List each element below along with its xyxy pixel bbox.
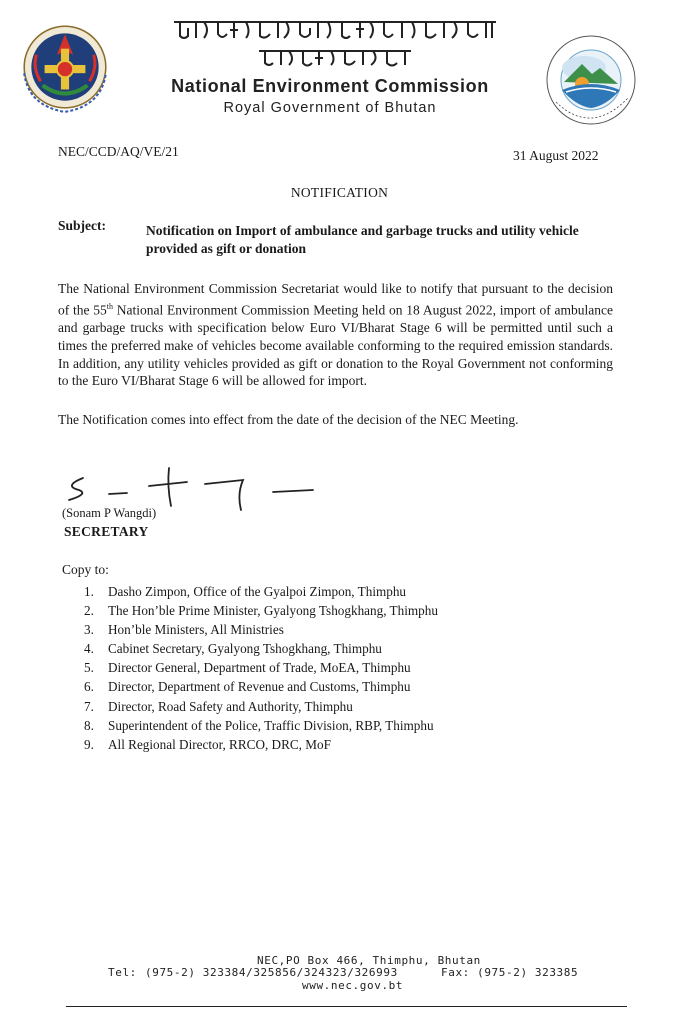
document-date: 31 August 2022	[513, 148, 599, 163]
dzongkha-title	[170, 16, 500, 44]
nec-logo-icon	[536, 28, 646, 132]
effect-paragraph: The Notification comes into effect from the date of the decision of the NEC Meeting.	[58, 412, 519, 427]
footer-website[interactable]: www.nec.gov.bt	[302, 979, 404, 992]
list-item: 1. Dasho Zimpon, Office of the Gyalpoi Zimpon, Thimphu	[84, 584, 407, 599]
dzongkha-subtitle	[255, 46, 415, 70]
organization-subtitle: Royal Government of Bhutan	[223, 100, 437, 116]
list-item: 2. The Hon’ble Prime Minister, Gyalyong Tshogkhang, Thimphu	[84, 603, 438, 619]
royal-emblem-icon	[14, 14, 116, 116]
list-item: 7. Director, Road Safety and Authority, Thimphu	[84, 698, 353, 714]
copy-to-label: Copy to:	[62, 562, 109, 577]
footer-tel-numbers: (975-2) 323384/325856/324323/326993	[145, 966, 398, 979]
footer-tel-label: Tel:	[108, 966, 137, 979]
list-item: 6. Director, Department of Revenue and Customs, Thimphu	[84, 679, 411, 695]
list-item: 4. Cabinet Secretary, Gyalyong Tshogkhang, Thimphu	[84, 641, 382, 657]
list-item: 8. Superintendent of the Police, Traffic Division, RBP, Thimphu	[84, 717, 434, 733]
organization-name: National Environment Commission	[171, 76, 489, 96]
subject-label: Subject:	[58, 218, 106, 233]
subject-text: Notification on Import of ambulance and garbage trucks and utility vehicle provided as gift or donation	[146, 223, 579, 256]
footer-divider	[66, 1006, 627, 1007]
copy-list	[84, 582, 438, 754]
signer-title: SECRETARY	[64, 524, 149, 539]
footer-fax: Fax: (975-2) 323385	[441, 966, 579, 979]
reference-number: NEC/CCD/AQ/VE/21	[58, 144, 179, 159]
signer-name: (Sonam P Wangdi)	[62, 506, 157, 520]
list-item: 3. Hon’ble Ministers, All Ministries	[84, 622, 284, 638]
list-item: 5. Director General, Department of Trade, MoEA, Thimphu	[84, 660, 411, 676]
ordinal-suffix: th	[106, 301, 113, 311]
body-text-part2: National Environment Commission Meeting held on 18 August 2022, import of ambulance and garbage trucks with specification below Euro VI/Bharat Stage 6 will be permitted until such a times the preferred make of vehicles become available conforming to the required emission standards. In addition, any utility vehicles provided as gift or donation to the Royal Government not conforming to the Euro VI/Bharat Stage 6 will be allowed for import.	[58, 302, 613, 389]
list-item: 9. All Regional Director, RRCO, DRC, MoF	[84, 736, 331, 752]
notification-heading: NOTIFICATION	[290, 185, 389, 200]
footer-address: NEC,PO Box 466, Thimphu, Bhutan	[257, 954, 481, 967]
body-text-part1: The National Environment Commission Secretariat would like to notify that pursuant to the decision of the 55	[58, 281, 613, 318]
body-paragraph	[58, 280, 613, 390]
